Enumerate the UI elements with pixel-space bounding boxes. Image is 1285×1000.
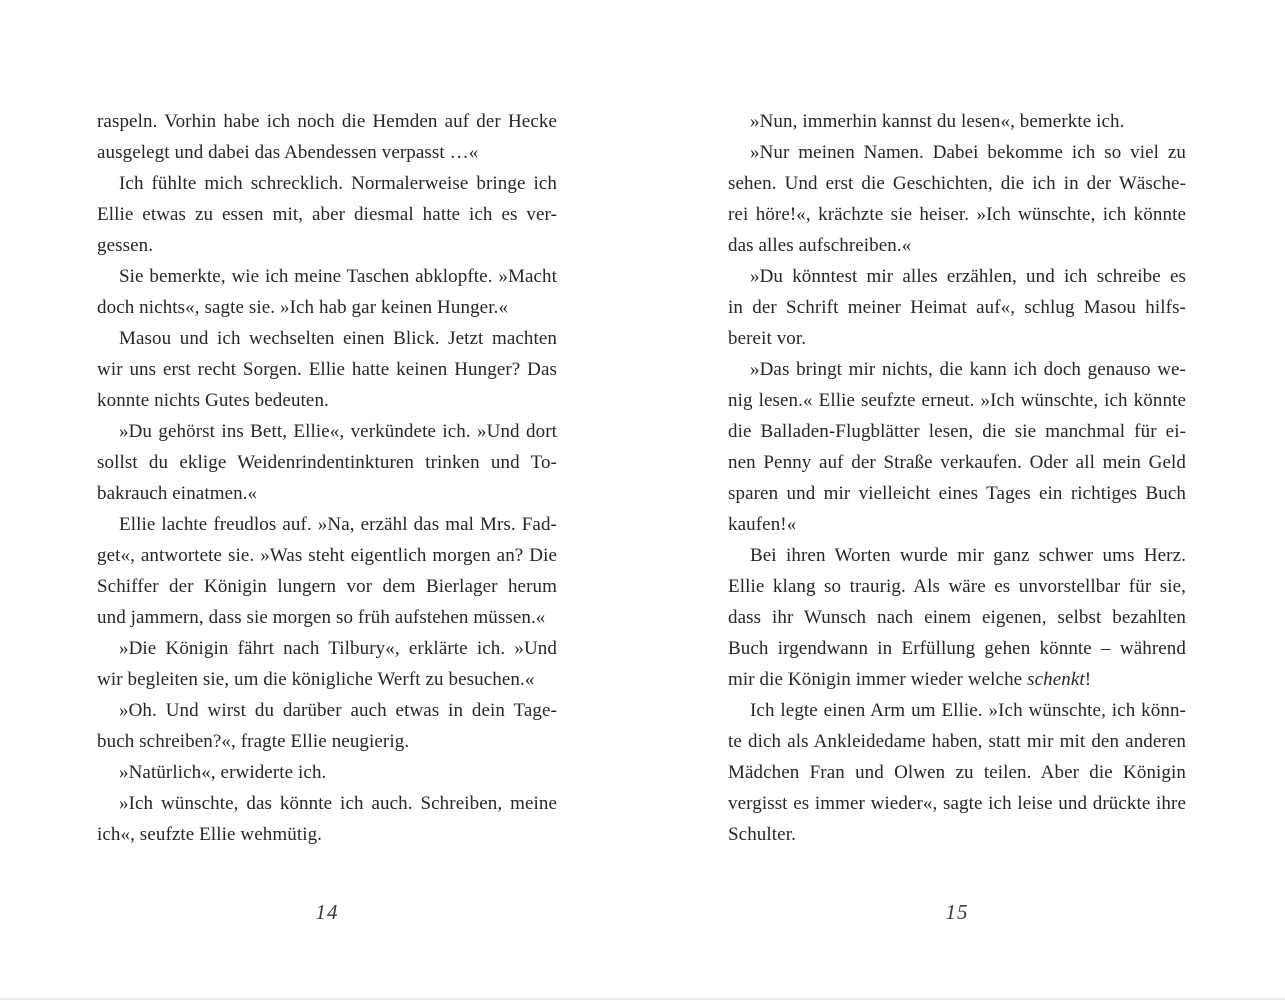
text-line: nig lesen.« Ellie seufzte erneut. »Ich wünschte, ich könnte <box>728 390 1186 411</box>
emphasized-word: schenkt <box>1027 669 1085 690</box>
text-line: rei höre!«, krächzte sie heiser. »Ich wünschte, ich könnte <box>728 204 1186 225</box>
text-line: das alles aufschreiben.« <box>728 235 912 256</box>
text-segment: mir die Königin immer wieder welche <box>728 669 1028 690</box>
text-line: bakrauch einatmen.« <box>97 483 258 504</box>
text-line: Bei ihren Worten wurde mir ganz schwer ums Herz. <box>750 545 1186 566</box>
text-line: raspeln. Vorhin habe ich noch die Hemden auf der Hecke <box>97 111 557 132</box>
text-line: doch nichts«, sagte sie. »Ich hab gar keinen Hunger.« <box>97 297 509 318</box>
text-line: sollst du eklige Weidenrindentinkturen trinken und To- <box>97 452 557 473</box>
text-line: Ich fühlte mich schrecklich. Normalerweise bringe ich <box>119 173 557 194</box>
text-line: konnte nichts Gutes bedeuten. <box>97 390 329 411</box>
text-line: bereit vor. <box>728 328 807 349</box>
page-right-text-column <box>728 106 1186 850</box>
text-line: »Nun, immerhin kannst du lesen«, bemerkte ich. <box>750 111 1125 132</box>
text-line: Ellie klang so traurig. Als wäre es unvorstellbar für sie, <box>728 576 1186 597</box>
text-line: ich«, seufzte Ellie wehmütig. <box>97 824 323 845</box>
text-line: Masou und ich wechselten einen Blick. Jetzt machten <box>119 328 557 349</box>
text-line: Schiffer der Königin lungern vor dem Bierlager herum <box>97 576 557 597</box>
text-line: te dich als Ankleidedame haben, statt mir mit den anderen <box>728 731 1186 752</box>
text-line: sparen und mir vielleicht eines Tages ein richtiges Buch <box>728 483 1186 504</box>
text-line: wir uns erst recht Sorgen. Ellie hatte keinen Hunger? Das <box>97 359 557 380</box>
text-line: »Oh. Und wirst du darüber auch etwas in dein Tage- <box>119 700 557 721</box>
text-line: kaufen!« <box>728 514 797 535</box>
text-line: Sie bemerkte, wie ich meine Taschen abklopfte. »Macht <box>119 266 557 287</box>
text-line: sehen. Und erst die Geschichten, die ich in der Wäsche- <box>728 173 1186 194</box>
text-line: Buch irgendwann in Erfüllung gehen könnte – während <box>728 638 1186 659</box>
text-line: Ich legte einen Arm um Ellie. »Ich wünschte, ich könn- <box>750 700 1186 721</box>
text-line: nen Penny auf der Straße verkaufen. Oder all mein Geld <box>728 452 1186 473</box>
text-line: get«, antwortete sie. »Was steht eigentlich morgen an? Die <box>97 545 557 566</box>
text-line: »Natürlich«, erwiderte ich. <box>119 762 327 783</box>
text-line: »Das bringt mir nichts, die kann ich doch genauso we- <box>750 359 1186 380</box>
text-line: wir begleiten sie, um die königliche Werft zu besuchen.« <box>97 669 535 690</box>
page-number-left: 14 <box>315 900 339 924</box>
page-left-text-column <box>97 106 557 850</box>
text-line: »Die Königin fährt nach Tilbury«, erklärte ich. »Und <box>119 638 557 659</box>
text-line: vergisst es immer wieder«, sagte ich leise und drückte ihre <box>728 793 1186 814</box>
text-line: »Du gehörst ins Bett, Ellie«, verkündete ich. »Und dort <box>119 421 557 442</box>
text-line: dass ihr Wunsch nach einem eigenen, selbst bezahlten <box>728 607 1186 628</box>
text-line: Mädchen Fran und Olwen zu teilen. Aber die Königin <box>728 762 1186 783</box>
text-segment: ! <box>1084 669 1092 690</box>
text-line: buch schreiben?«, fragte Ellie neugierig. <box>97 731 410 752</box>
text-line: ausgelegt und dabei das Abendessen verpasst …« <box>97 142 479 163</box>
text-line: in der Schrift meiner Heimat auf«, schlug Masou hilfs- <box>728 297 1186 318</box>
page-number-right: 15 <box>945 900 969 924</box>
text-line: »Du könntest mir alles erzählen, und ich schreibe es <box>750 266 1186 287</box>
text-line: gessen. <box>97 235 154 256</box>
text-line: die Balladen-Flugblätter lesen, die sie manchmal für ei- <box>728 421 1186 442</box>
text-line: »Ich wünschte, das könnte ich auch. Schreiben, meine <box>119 793 557 814</box>
text-line <box>728 664 1186 695</box>
text-line: »Nur meinen Namen. Dabei bekomme ich so viel zu <box>750 142 1186 163</box>
text-line: Ellie etwas zu essen mit, aber diesmal hatte ich es ver- <box>97 204 557 225</box>
text-line: und jammern, dass sie morgen so früh aufstehen müssen.« <box>97 607 546 628</box>
text-line: Ellie lachte freudlos auf. »Na, erzähl das mal Mrs. Fad- <box>119 514 557 535</box>
text-line: Schulter. <box>728 824 796 845</box>
